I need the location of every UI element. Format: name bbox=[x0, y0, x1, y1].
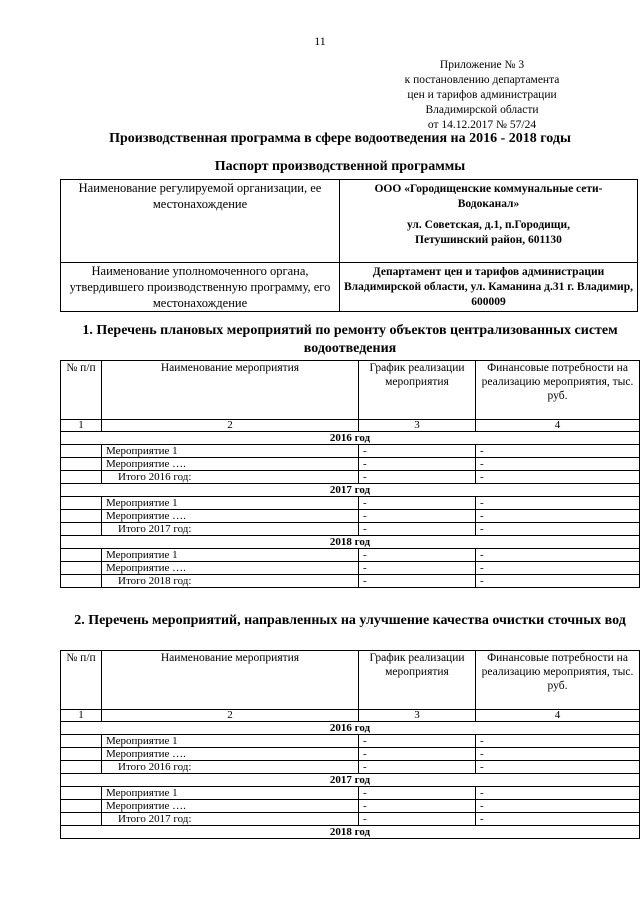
table-row bbox=[61, 549, 640, 562]
table-cell: - bbox=[359, 813, 476, 826]
column-number-row bbox=[61, 710, 640, 722]
year-label: 2017 год bbox=[61, 484, 640, 497]
appendix-line: Владимирской области bbox=[425, 104, 539, 116]
section2-title: 2. Перечень мероприятий, направленных на улучшение качества очистки сточных вод bbox=[74, 613, 626, 628]
table-cell: - bbox=[476, 787, 640, 800]
table-row bbox=[61, 471, 640, 484]
section1-title: 1. Перечень плановых мероприятий по ремонту объектов централизованных систем водоотведения bbox=[82, 323, 618, 356]
passport-row bbox=[61, 180, 638, 263]
column-number: 3 bbox=[359, 420, 476, 432]
table-cell: - bbox=[359, 761, 476, 774]
table-cell: - bbox=[359, 575, 476, 588]
year-row bbox=[61, 484, 640, 497]
appendix-block bbox=[382, 58, 582, 133]
table-cell: - bbox=[359, 471, 476, 484]
table-cell: Мероприятие …. bbox=[102, 458, 359, 471]
table-cell: - bbox=[476, 445, 640, 458]
table-cell: Мероприятие 1 bbox=[102, 497, 359, 510]
table-cell: - bbox=[476, 575, 640, 588]
column-header: № п/п bbox=[61, 651, 102, 710]
table-row bbox=[61, 748, 640, 761]
table-cell: - bbox=[359, 735, 476, 748]
row-number bbox=[61, 761, 102, 774]
table-cell: - bbox=[476, 471, 640, 484]
table-row bbox=[61, 445, 640, 458]
table-cell: - bbox=[476, 458, 640, 471]
passport-label: Наименование уполномоченного органа, утвердившего производственную программу, его местонахождение bbox=[61, 263, 340, 312]
table-cell: - bbox=[476, 800, 640, 813]
column-header: График реализации мероприятия bbox=[359, 361, 476, 420]
row-number bbox=[61, 458, 102, 471]
column-number: 3 bbox=[359, 710, 476, 722]
column-number: 4 bbox=[476, 420, 640, 432]
row-number bbox=[61, 787, 102, 800]
year-row bbox=[61, 722, 640, 735]
header-row bbox=[61, 651, 640, 710]
appendix-line: к постановлению департамента bbox=[404, 74, 560, 86]
table-row bbox=[61, 458, 640, 471]
table-row bbox=[61, 523, 640, 536]
column-number: 2 bbox=[102, 710, 359, 722]
table-cell: - bbox=[476, 735, 640, 748]
passport-value: Департамент цен и тарифов администрации Владимирской области, ул. Каманина д.31 г. Владимир, 600009 bbox=[340, 263, 638, 312]
table-cell: - bbox=[476, 549, 640, 562]
column-number: 4 bbox=[476, 710, 640, 722]
page-number: 11 bbox=[314, 34, 326, 48]
column-number: 1 bbox=[61, 710, 102, 722]
table-cell: Мероприятие …. bbox=[102, 748, 359, 761]
table-cell: - bbox=[476, 562, 640, 575]
column-header: Финансовые потребности на реализацию мероприятия, тыс. руб. bbox=[476, 651, 640, 710]
year-row bbox=[61, 826, 640, 839]
table-cell: Итого 2018 год: bbox=[102, 575, 359, 588]
year-row bbox=[61, 536, 640, 549]
appendix-line: цен и тарифов администрации bbox=[407, 89, 557, 101]
table-cell: Итого 2016 год: bbox=[102, 471, 359, 484]
year-row bbox=[61, 774, 640, 787]
table-cell: - bbox=[359, 458, 476, 471]
table-cell: Итого 2017 год: bbox=[102, 813, 359, 826]
table-cell: - bbox=[476, 510, 640, 523]
table-cell: Мероприятие …. bbox=[102, 562, 359, 575]
table-cell: - bbox=[359, 549, 476, 562]
column-header: График реализации мероприятия bbox=[359, 651, 476, 710]
table-cell: - bbox=[359, 787, 476, 800]
document-title: Производственная программа в сфере водоотведения на 2016 - 2018 годы bbox=[109, 131, 571, 146]
column-header: Наименование мероприятия bbox=[102, 361, 359, 420]
row-number bbox=[61, 575, 102, 588]
header-row bbox=[61, 361, 640, 420]
table-cell: - bbox=[359, 497, 476, 510]
table-row bbox=[61, 562, 640, 575]
column-number: 2 bbox=[102, 420, 359, 432]
table-cell: - bbox=[359, 800, 476, 813]
table-cell: Мероприятие 1 bbox=[102, 735, 359, 748]
column-header: Наименование мероприятия bbox=[102, 651, 359, 710]
table-cell: - bbox=[476, 497, 640, 510]
table-row bbox=[61, 761, 640, 774]
table-cell: - bbox=[476, 748, 640, 761]
passport-value bbox=[340, 180, 638, 263]
table-row bbox=[61, 735, 640, 748]
table-cell: - bbox=[359, 523, 476, 536]
year-label: 2016 год bbox=[61, 722, 640, 735]
row-number bbox=[61, 748, 102, 761]
year-label: 2018 год bbox=[61, 536, 640, 549]
organization-name: ООО «Городищенские коммунальные сети-Водоканал» bbox=[374, 183, 603, 210]
column-number-row bbox=[61, 420, 640, 432]
row-number bbox=[61, 523, 102, 536]
row-number bbox=[61, 735, 102, 748]
row-number bbox=[61, 562, 102, 575]
passport-table bbox=[60, 179, 638, 312]
table-cell: - bbox=[476, 523, 640, 536]
passport-row bbox=[61, 263, 638, 312]
table-row bbox=[61, 813, 640, 826]
section1-table bbox=[60, 360, 640, 588]
table-cell: - bbox=[359, 510, 476, 523]
column-number: 1 bbox=[61, 420, 102, 432]
row-number bbox=[61, 549, 102, 562]
appendix-line: Приложение № 3 bbox=[439, 59, 525, 71]
year-label: 2017 год bbox=[61, 774, 640, 787]
column-header: № п/п bbox=[61, 361, 102, 420]
section2-table bbox=[60, 650, 640, 839]
table-cell: Итого 2017 год: bbox=[102, 523, 359, 536]
table-cell: Итого 2016 год: bbox=[102, 761, 359, 774]
table-cell: Мероприятие …. bbox=[102, 510, 359, 523]
row-number bbox=[61, 471, 102, 484]
table-cell: - bbox=[476, 813, 640, 826]
table-row bbox=[61, 800, 640, 813]
table-row bbox=[61, 510, 640, 523]
table-cell: Мероприятие …. bbox=[102, 800, 359, 813]
column-header: Финансовые потребности на реализацию мероприятия, тыс. руб. bbox=[476, 361, 640, 420]
year-label: 2016 год bbox=[61, 432, 640, 445]
row-number bbox=[61, 800, 102, 813]
row-number bbox=[61, 497, 102, 510]
table-cell: - bbox=[476, 761, 640, 774]
year-row bbox=[61, 432, 640, 445]
year-label: 2018 год bbox=[61, 826, 640, 839]
row-number bbox=[61, 813, 102, 826]
table-row bbox=[61, 787, 640, 800]
table-cell: Мероприятие 1 bbox=[102, 445, 359, 458]
organization-address: ул. Советская, д.1, п.Городищи, Петушинский район, 601130 bbox=[406, 219, 571, 246]
row-number bbox=[61, 510, 102, 523]
table-cell: - bbox=[359, 562, 476, 575]
table-cell: Мероприятие 1 bbox=[102, 549, 359, 562]
table-cell: Мероприятие 1 bbox=[102, 787, 359, 800]
passport-title: Паспорт производственной программы bbox=[214, 159, 466, 174]
row-number bbox=[61, 445, 102, 458]
passport-label: Наименование регулируемой организации, ее местонахождение bbox=[61, 180, 340, 263]
table-row bbox=[61, 497, 640, 510]
appendix-line: от 14.12.2017 № 57/24 bbox=[427, 119, 537, 131]
table-cell: - bbox=[359, 748, 476, 761]
table-cell: - bbox=[359, 445, 476, 458]
table-row bbox=[61, 575, 640, 588]
